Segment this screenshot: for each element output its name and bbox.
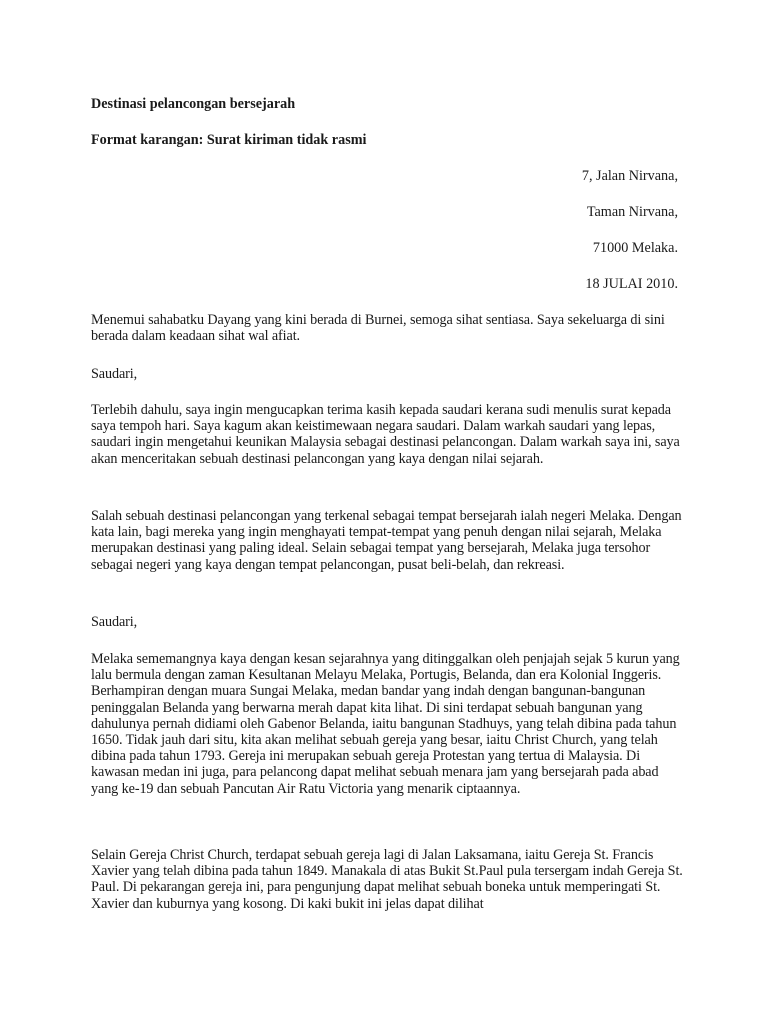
address-line-1: 7, Jalan Nirvana, [581,168,678,184]
essay-title: Destinasi pelancongan bersejarah [91,96,296,112]
body-paragraph: Terlebih dahulu, saya ingin mengucapkan terima kasih kepada saudari kerana sudi menulis surat kepada saya tempoh hari. Saya kagum akan keistimewaan negara saudari. Dalam warkah saudari yang lepas, saudari ingin mengetahui keunikan Malaysia sebagai destinasi pelancongan. Dalam warkah saya ini, saya akan menceritakan sebuah destinasi pelancongan yang kaya dengan nilai sejarah. [91,402,680,467]
address-line-3: 71000 Melaka. [592,240,678,256]
salutation: Saudari, [91,366,138,382]
letter-date: 18 JULAI 2010. [585,276,678,292]
opening-greeting: Menemui sahabatku Dayang yang kini berada di Burnei, semoga sihat sentiasa. Saya sekeluarga di sini berada dalam keadaan sihat wal afiat. [91,312,665,345]
body-paragraph: Salah sebuah destinasi pelancongan yang terkenal sebagai tempat bersejarah ialah negeri Melaka. Dengan kata lain, bagi mereka yang ingin menghayati tempat-tempat yang penuh dengan nilai sejarah, Melaka merupakan destinasi yang paling ideal. Selain sebagai tempat yang bersejarah, Melaka juga tersohor sebagai negeri yang kaya dengan tempat pelancongan, pusat beli-belah, dan rekreasi. [91,508,682,573]
body-paragraph: Selain Gereja Christ Church, terdapat sebuah gereja lagi di Jalan Laksamana, iaitu Gereja St. Francis Xavier yang telah dibina pada tahun 1849. Manakala di atas Bukit St.Paul pula tersergam indah Gereja St. Paul. Di pekarangan gereja ini, para pengunjung dapat melihat sebuah boneka untuk memperingati St. Xavier dan kuburnya yang kosong. Di kaki bukit ini jelas dapat dilihat [91,847,683,912]
address-line-2: Taman Nirvana, [586,204,678,220]
salutation: Saudari, [91,614,138,630]
body-paragraph: Melaka sememangnya kaya dengan kesan sejarahnya yang ditinggalkan oleh penjajah sejak 5 kurun yang lalu bermula dengan zaman Kesultanan Melayu Melaka, Portugis, Belanda, dan era Kolonial Inggeris. Berhampiran dengan muara Sungai Melaka, medan bandar yang indah dengan bangunan-bangunan peninggalan Belanda yang berwarna merah dapat kita lihat. Di sini terdapat sebuah bangunan yang dahulunya pernah didiami oleh Gabenor Belanda, iaitu bangunan Stadhuys, yang telah dibina pada tahun 1650. Tidak jauh dari situ, kita akan melihat sebuah gereja yang besar, iaitu Christ Church, yang telah dibina pada tahun 1793. Gereja ini merupakan sebuah gereja Protestan yang tertua di Malaysia. Di kawasan medan ini juga, para pelancong dapat melihat sebuah menara jam yang bersejarah pada abad yang ke-19 dan sebuah Pancutan Air Ratu Victoria yang menarik ciptaannya. [91,651,680,797]
essay-format-label: Format karangan: Surat kiriman tidak rasmi [91,132,367,148]
